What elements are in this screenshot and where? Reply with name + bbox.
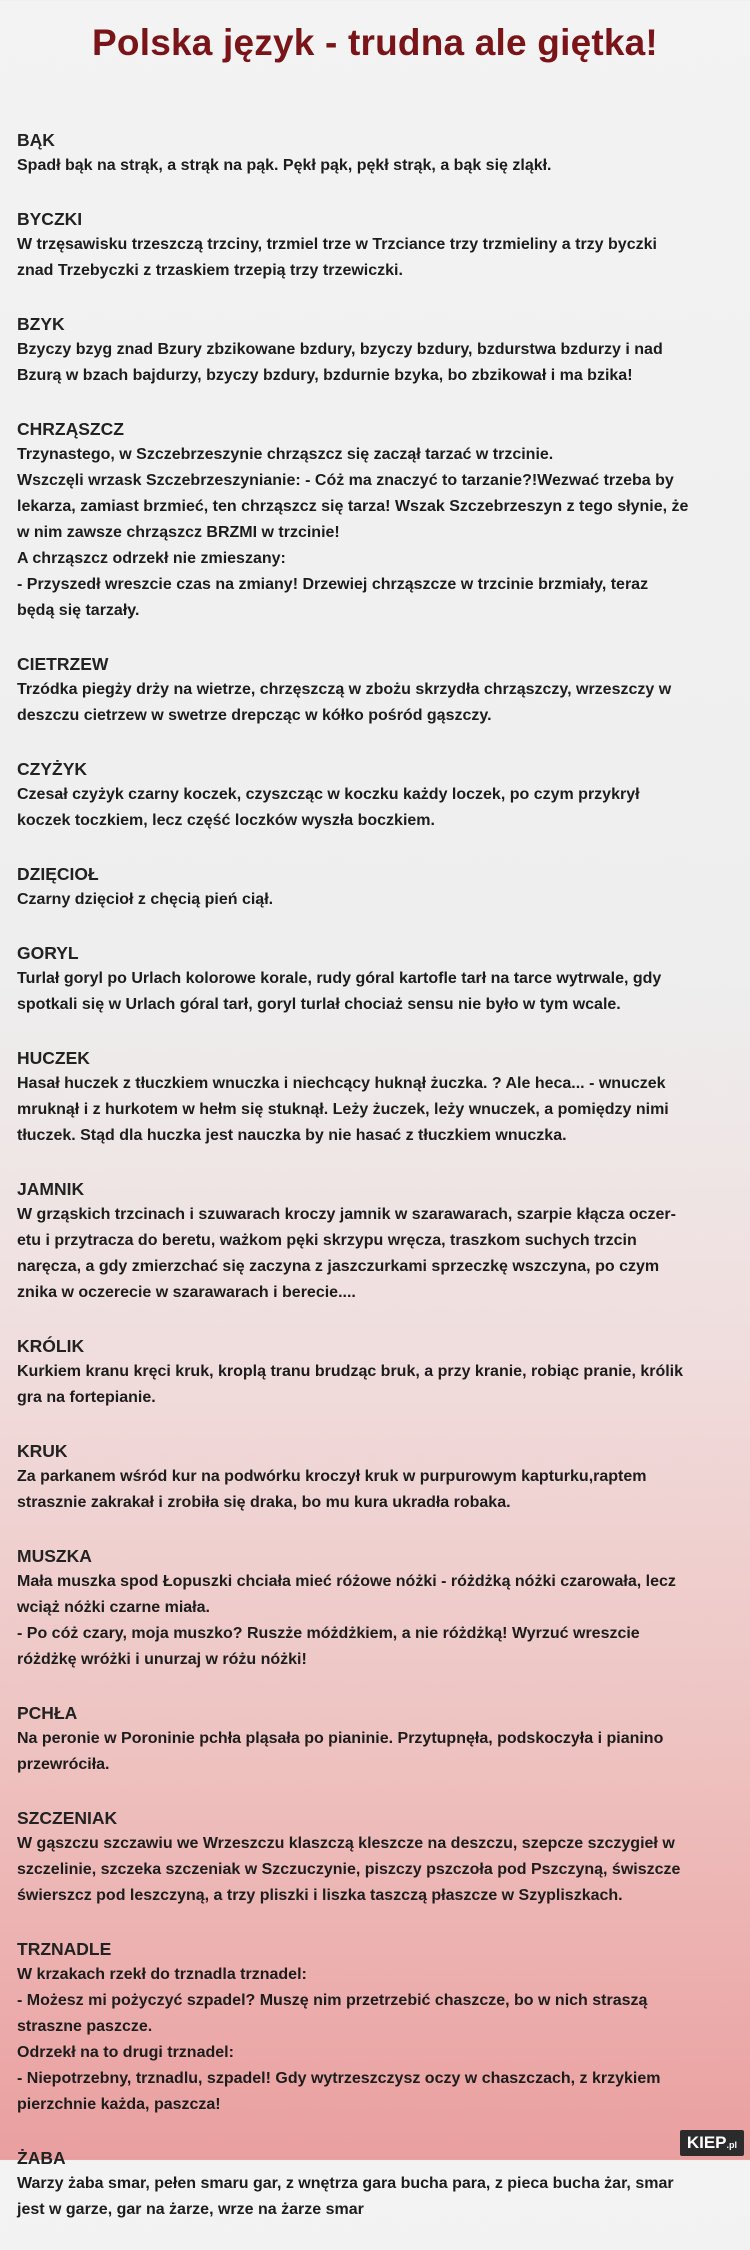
section-text-line: gra na fortepianie. <box>17 1389 156 1406</box>
section <box>17 416 733 624</box>
section-text-line: Warzy żaba smar, pełen smaru gar, z wnętrza gara bucha para, z pieca bucha żar, smar <box>17 2175 674 2192</box>
section <box>17 206 733 284</box>
section <box>17 1936 733 2118</box>
section-text-line: Spadł bąk na strąk, a strąk na pąk. Pękł pąk, pękł strąk, a bąk się zląkł. <box>17 157 552 174</box>
section-text-line: Za parkanem wśród kur na podwórku kroczył kruk w purpurowym kapturku,raptem <box>17 1468 647 1485</box>
section-text-line: Na peronie w Poroninie pchła pląsała po pianinie. Przytupnęła, podskoczyła i pianino <box>17 1730 664 1747</box>
section-heading: KRUK <box>17 1441 68 1461</box>
section-text-line: Bzyczy bzyg znad Bzury zbzikowane bzdury, bzyczy bzdury, bzdurstwa bzdurzy i nad <box>17 341 663 358</box>
section-text-line: W krzakach rzekł do trznadla trznadel: <box>17 1966 307 1983</box>
section-text-line: Bzurą w bzach bajdurzy, bzyczy bzdury, bzdurnie bzyka, bo zbzikował i ma bzika! <box>17 367 633 384</box>
tongue-twister-list <box>17 127 733 2250</box>
section <box>17 1333 733 1411</box>
section-text-line: Czesał czyżyk czarny koczek, czyszcząc w koczku każdy loczek, po czym przykrył <box>17 786 640 803</box>
section-text-line: przewróciła. <box>17 1756 110 1773</box>
section <box>17 311 733 389</box>
watermark-suffix: .pl <box>726 2140 737 2150</box>
section-text-line: Trzynastego, w Szczebrzeszynie chrząszcz się zaczął tarzać w trzcinie. <box>17 446 554 463</box>
section <box>17 1805 733 1909</box>
section-heading: HUCZEK <box>17 1048 90 1068</box>
section-heading: SZCZENIAK <box>17 1808 118 1828</box>
section <box>17 1700 733 1778</box>
section-text-line: W grząskich trzcinach i szuwarach kroczy jamnik w szarawarach, szarpie kłącza oczer- <box>17 1206 676 1223</box>
section-text-line: świerszcz pod leszczyną, a trzy pliszki i liszka taszczą płaszcze w Szypliszkach. <box>17 1887 623 1904</box>
section-text-line: Mała muszka spod Łopuszki chciała mieć różowe nóżki - różdżką nóżki czarowała, lecz <box>17 1573 676 1590</box>
section-text-line: mruknął i z hurkotem w hełm się stuknął. Leży żuczek, leży wnuczek, a pomiędzy nimi <box>17 1101 669 1118</box>
section-heading: PCHŁA <box>17 1703 78 1723</box>
section-text-line: W trzęsawisku trzeszczą trzciny, trzmiel trze w Trzciance trzy trzmieliny a trzy byczki <box>17 236 657 253</box>
section-heading: BYCZKI <box>17 209 83 229</box>
section-text-line: straszne paszcze. <box>17 2018 153 2035</box>
section-text-line: Odrzekł na to drugi trznadel: <box>17 2044 234 2061</box>
section-text-line: Czarny dzięcioł z chęcią pień ciął. <box>17 891 274 908</box>
section-text-line: Trzódka piegży drży na wietrze, chrzęszczą w zbożu skrzydła chrząszczy, wrzeszczy w <box>17 681 672 698</box>
page-title: Polska język - trudna ale giętka! <box>92 22 658 63</box>
section-text-line: spotkali się w Urlach góral tarł, goryl turlał chociaż sensu nie było w tym wcale. <box>17 996 621 1013</box>
section-text-line: znika w oczerecie w szarawarach i berecie.... <box>17 1284 356 1301</box>
section <box>17 861 733 913</box>
section-text-line: A chrząszcz odrzekł nie zmieszany: <box>17 550 286 567</box>
section <box>17 1045 733 1149</box>
section-text-line: etu i przytracza do beretu, ważkom pęki skrzypu wręcza, traszkom suchych trzcin <box>17 1232 637 1249</box>
section-heading: BĄK <box>17 130 55 150</box>
section-text-line: strasznie zakrakał i zrobiła się draka, bo mu kura ukradła robaka. <box>17 1494 511 1511</box>
section <box>17 651 733 729</box>
section <box>17 127 733 179</box>
section-text-line: koczek toczkiem, lecz część loczków wyszła boczkiem. <box>17 812 435 829</box>
section <box>17 1543 733 1673</box>
section-heading: JAMNIK <box>17 1179 85 1199</box>
section-heading: TRZNADLE <box>17 1939 112 1959</box>
section-heading: CZYŻYK <box>17 759 87 779</box>
section-heading: DZIĘCIOŁ <box>17 864 99 884</box>
section-text-line: Kurkiem kranu kręci kruk, kroplą tranu brudząc bruk, a przy kranie, robiąc pranie, królik <box>17 1363 684 1380</box>
section-text-line: - Niepotrzebny, trznadlu, szpadel! Gdy wytrzeszczysz oczy w chaszczach, z krzykiem <box>17 2070 661 2087</box>
section-text-line: - Przyszedł wreszcie czas na zmiany! Drzewiej chrząszcze w trzcinie brzmiały, teraz <box>17 576 649 593</box>
section-text-line: wciąż nóżki czarne miała. <box>17 1599 210 1616</box>
watermark-text: KIEP <box>686 2133 727 2152</box>
section-text-line: W gąszczu szczawiu we Wrzeszczu klaszczą kleszcze na deszczu, szepcze szczygieł w <box>17 1835 675 1852</box>
section-text-line: szczelinie, szczeka szczeniak w Szczuczynie, piszczy pszczoła pod Pszczyną, świszcze <box>17 1861 681 1878</box>
section-text-line: znad Trzebyczki z trzaskiem trzepią trzy trzewiczki. <box>17 262 403 279</box>
section-text-line: różdżkę wróżki i unurzaj w różu nóżki! <box>17 1651 307 1668</box>
section <box>17 1176 733 1306</box>
section <box>17 756 733 834</box>
section <box>17 940 733 1018</box>
section-heading: KRÓLIK <box>17 1336 85 1356</box>
section-heading: ŻABA <box>17 2148 66 2168</box>
section-heading: MUSZKA <box>17 1546 92 1566</box>
section-text-line: w nim zawsze chrząszcz BRZMI w trzcinie! <box>17 524 340 541</box>
section-heading: CHRZĄSZCZ <box>17 419 124 439</box>
section-text-line: Wszczęli wrzask Szczebrzeszynianie: - Cóż ma znaczyć to tarzanie?!Wezwać trzeba by <box>17 472 674 489</box>
section-heading: CIETRZEW <box>17 654 109 674</box>
section-text-line: jest w garze, gar na żarze, wrze na żarze smar <box>17 2201 364 2218</box>
section <box>17 2145 733 2223</box>
section-text-line: naręcza, a gdy zmierzchać się zaczyna z jaszczurkami sprzeczkę wszczyna, po czym <box>17 1258 660 1275</box>
section-text-line: deszczu cietrzew w swetrze drepcząc w kółko pośród gąszczy. <box>17 707 492 724</box>
section-text-line: Turlał goryl po Urlach kolorowe korale, rudy góral kartofle tarł na tarce wytrwale, gdy <box>17 970 662 987</box>
section-text-line: tłuczek. Stąd dla huczka jest nauczka by nie hasać z tłuczkiem wnuczka. <box>17 1127 567 1144</box>
section-text-line: Hasał huczek z tłuczkiem wnuczka i niechcący huknął żuczka. ? Ale heca... - wnuczek <box>17 1075 666 1092</box>
section <box>17 1438 733 1516</box>
site-watermark <box>680 2130 744 2156</box>
section-text-line: - Po cóż czary, moja muszko? Ruszże móżdżkiem, a nie różdżką! Wyrzuć wreszcie <box>17 1625 640 1642</box>
section-text-line: będą się tarzały. <box>17 602 140 619</box>
section-text-line: lekarza, zamiast brzmieć, ten chrząszcz się tarza! Wszak Szczebrzeszyn z tego słynie, że <box>17 498 689 515</box>
section-text-line: pierzchnie każda, paszcza! <box>17 2096 221 2113</box>
section-heading: BZYK <box>17 314 65 334</box>
section-heading: GORYL <box>17 943 79 963</box>
section-text-line: - Możesz mi pożyczyć szpadel? Muszę nim przetrzebić chaszcze, bo w nich straszą <box>17 1992 648 2009</box>
